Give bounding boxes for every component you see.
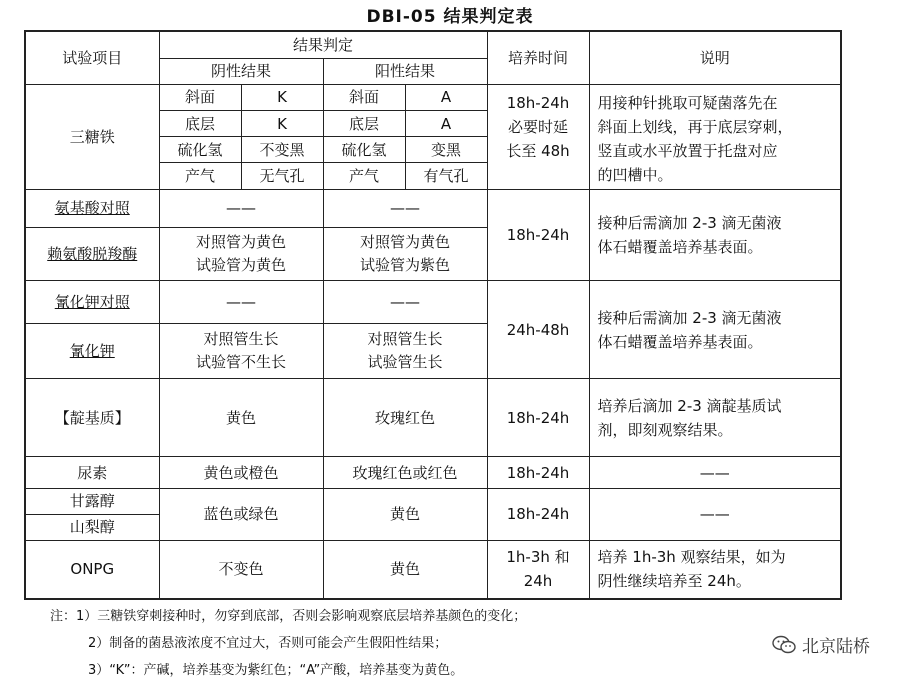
kcn-neg-line: 对照管生长 — [203, 330, 279, 349]
lysine-control-pos: —— — [323, 189, 487, 227]
lysine-time: 18h-24h — [487, 189, 589, 281]
tsi-pos-value: A — [405, 111, 487, 137]
sorbitol-name: 山梨醇 — [25, 514, 159, 540]
onpg-time-line: 24h — [523, 572, 553, 591]
indole-note — [589, 378, 841, 457]
urea-pos: 玫瑰红色或红色 — [323, 457, 487, 488]
lysine-control-name: 氨基酸对照 — [25, 189, 159, 227]
tsi-pos-label: 产气 — [323, 163, 405, 189]
onpg-note — [589, 540, 841, 599]
kcn-control-pos: —— — [323, 281, 487, 324]
tsi-neg-label: 产气 — [159, 163, 241, 189]
sugars-time: 18h-24h — [487, 488, 589, 540]
lysine-name: 赖氨酸脱羧酶 — [25, 227, 159, 280]
kcn-time: 24h-48h — [487, 281, 589, 379]
onpg-name: ONPG — [25, 540, 159, 599]
header-negative: 阴性结果 — [159, 58, 323, 84]
kcn-control-name: 氰化钾对照 — [25, 281, 159, 324]
urea-note: —— — [589, 457, 841, 488]
lysine-note-line: 体石蜡覆盖培养基表面。 — [597, 237, 763, 256]
indole-name: 【靛基质】 — [25, 378, 159, 457]
lysine-neg-line: 试验管为黄色 — [195, 256, 286, 274]
indole-neg: 黄色 — [159, 378, 323, 457]
sugars-pos: 黄色 — [323, 488, 487, 540]
onpg-neg: 不变色 — [159, 540, 323, 599]
tsi-note — [589, 84, 841, 189]
tsi-note-line: 斜面上划线，再于底层穿刺， — [597, 117, 793, 136]
footnote-2: 2）制备的菌悬液浓度不宜过大，否则可能会产生假阳性结果； — [88, 636, 448, 651]
lysine-pos-line: 对照管为黄色 — [360, 233, 451, 251]
lysine-pos — [323, 227, 487, 280]
tsi-neg-value: K — [241, 84, 323, 110]
table-title: DBI-05 结果判定表 — [366, 7, 534, 27]
onpg-time — [487, 540, 589, 599]
kcn-name: 氰化钾 — [25, 324, 159, 378]
indole-time: 18h-24h — [487, 378, 589, 457]
footnote-3: 3）“K”：产碱，培养基变为紫红色；“A”产酸，培养基变为黄色。 — [88, 663, 464, 678]
header-time: 培养时间 — [487, 31, 589, 84]
footnote-1: 注：1）三糖铁穿刺接种时，勿穿到底部，否则会影响观察底层培养基颜色的变化； — [50, 609, 527, 624]
lysine-note — [589, 189, 841, 281]
header-positive: 阳性结果 — [323, 58, 487, 84]
kcn-neg-line: 试验管不生长 — [195, 353, 286, 372]
tsi-note-line: 竖直或水平放置于托盘对应 — [597, 141, 778, 160]
tsi-neg-label: 斜面 — [159, 84, 241, 110]
lysine-neg-line: 对照管为黄色 — [195, 233, 286, 251]
tsi-note-line: 用接种针挑取可疑菌落先在 — [597, 93, 778, 112]
result-table — [24, 30, 842, 600]
tsi-pos-label: 底层 — [323, 111, 405, 137]
kcn-note-line: 接种后需滴加 2-3 滴无菌液 — [597, 308, 782, 327]
header-note: 说明 — [589, 31, 841, 84]
urea-time: 18h-24h — [487, 457, 589, 488]
kcn-pos-line: 试验管生长 — [367, 353, 443, 372]
lysine-neg — [159, 227, 323, 280]
header-item: 试验项目 — [25, 31, 159, 84]
lysine-control-neg: —— — [159, 189, 323, 227]
tsi-neg-label: 底层 — [159, 111, 241, 137]
indole-note-line: 培养后滴加 2-3 滴靛基质试 — [597, 396, 782, 415]
tsi-neg-value: 无气孔 — [241, 163, 323, 189]
tsi-pos-value: A — [405, 84, 487, 110]
onpg-note-line: 阴性继续培养至 24h。 — [597, 572, 751, 591]
watermark — [772, 632, 870, 657]
tsi-time — [487, 84, 589, 189]
sugars-note: —— — [589, 488, 841, 540]
tsi-pos-value: 变黑 — [405, 137, 487, 163]
tsi-pos-label: 斜面 — [323, 84, 405, 110]
watermark-text: 北京陆桥 — [802, 637, 870, 657]
kcn-pos-line: 对照管生长 — [367, 330, 443, 349]
tsi-time-line: 长至 48h — [506, 141, 570, 160]
onpg-time-line: 1h-3h 和 — [506, 548, 570, 567]
indole-note-line: 剂，即刻观察结果。 — [597, 420, 733, 439]
tsi-pos-value: 有气孔 — [405, 163, 487, 189]
lysine-note-line: 接种后需滴加 2-3 滴无菌液 — [597, 213, 782, 232]
urea-neg: 黄色或橙色 — [159, 457, 323, 488]
onpg-pos: 黄色 — [323, 540, 487, 599]
kcn-neg — [159, 324, 323, 378]
kcn-control-neg: —— — [159, 281, 323, 324]
wechat-icon — [772, 635, 796, 655]
tsi-neg-value: 不变黑 — [241, 137, 323, 163]
tsi-neg-label: 硫化氢 — [159, 137, 241, 163]
lysine-pos-line: 试验管为紫色 — [360, 256, 451, 274]
tsi-time-line: 必要时延 — [508, 117, 569, 136]
onpg-note-line: 培养 1h-3h 观察结果，如为 — [597, 548, 786, 567]
tsi-note-line: 的凹槽中。 — [597, 165, 673, 184]
kcn-note-line: 体石蜡覆盖培养基表面。 — [597, 332, 763, 351]
footnotes — [50, 603, 527, 684]
kcn-note — [589, 281, 841, 379]
indole-pos: 玫瑰红色 — [323, 378, 487, 457]
mannitol-name: 甘露醇 — [25, 488, 159, 514]
header-result: 结果判定 — [159, 31, 487, 58]
kcn-pos — [323, 324, 487, 378]
tsi-name: 三糖铁 — [25, 84, 159, 189]
urea-name: 尿素 — [25, 457, 159, 488]
tsi-neg-value: K — [241, 111, 323, 137]
tsi-pos-label: 硫化氢 — [323, 137, 405, 163]
sugars-neg: 蓝色或绿色 — [159, 488, 323, 540]
tsi-time-line: 18h-24h — [506, 93, 570, 112]
